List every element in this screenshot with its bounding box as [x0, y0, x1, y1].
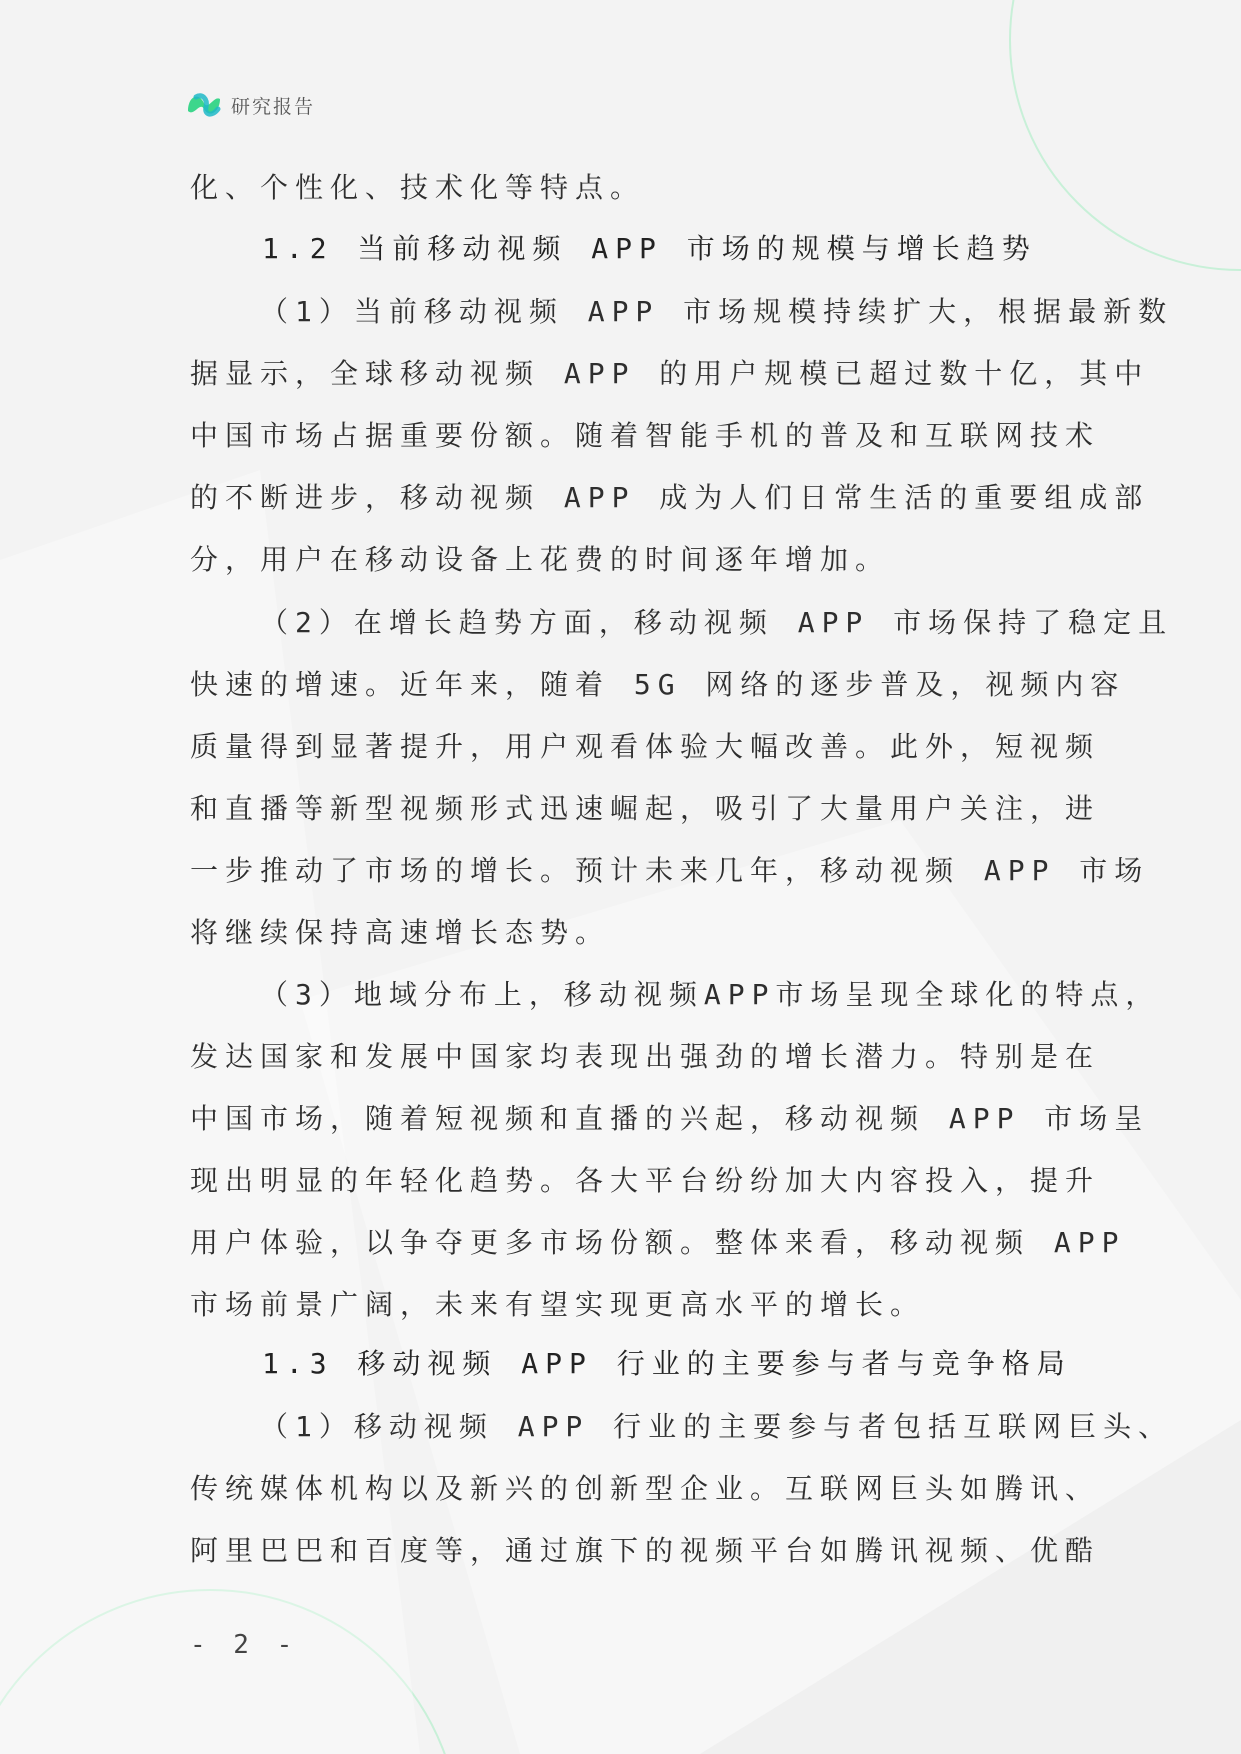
header-brand: [186, 88, 315, 122]
text-line: 和直播等新型视频形式迅速崛起，吸引了大量用户关注，进: [190, 792, 1101, 825]
text-line: （1）当前移动视频 APP 市场规模持续扩大，根据最新数: [260, 295, 1174, 328]
text-line: （1）移动视频 APP 行业的主要参与者包括互联网巨头、: [260, 1410, 1174, 1443]
section-heading-1-3: [262, 1333, 1072, 1395]
paragraph-1-2-1: [190, 281, 1173, 591]
section-heading-1-2: [262, 218, 1037, 280]
text-line: （3）地域分布上，移动视频APP市场呈现全球化的特点，: [260, 978, 1161, 1011]
text-line: 的不断进步，移动视频 APP 成为人们日常生活的重要组成部: [190, 481, 1150, 514]
heading-text: 1.3 移动视频 APP 行业的主要参与者与竞争格局: [262, 1347, 1072, 1380]
text-line: 分，用户在移动设备上花费的时间逐年增加。: [190, 543, 891, 576]
text-line: 据显示，全球移动视频 APP 的用户规模已超过数十亿，其中: [190, 357, 1150, 390]
text-line: 快速的增速。近年来，随着 5G 网络的逐步普及，视频内容: [190, 668, 1126, 701]
text-line: 中国市场占据重要份额。随着智能手机的普及和互联网技术: [190, 419, 1101, 452]
paragraph-1-2-3: [190, 964, 1160, 1336]
paragraph-1-2-2: [190, 592, 1173, 964]
brand-logo-icon: [186, 89, 222, 121]
text-line: 现出明显的年轻化趋势。各大平台纷纷加大内容投入，提升: [190, 1164, 1101, 1197]
text-line: （2）在增长趋势方面，移动视频 APP 市场保持了稳定且: [260, 606, 1174, 639]
text-line: 质量得到显著提升，用户观看体验大幅改善。此外，短视频: [190, 730, 1101, 763]
text-line: 发达国家和发展中国家均表现出强劲的增长潜力。特别是在: [190, 1040, 1101, 1073]
continuation-line: [190, 157, 645, 219]
text-line: 传统媒体机构以及新兴的创新型企业。互联网巨头如腾讯、: [190, 1472, 1101, 1505]
text-line: 阿里巴巴和百度等，通过旗下的视频平台如腾讯视频、优酷: [190, 1534, 1101, 1567]
text-line: 一步推动了市场的增长。预计未来几年，移动视频 APP 市场: [190, 854, 1150, 887]
text-line: 市场前景广阔，未来有望实现更高水平的增长。: [190, 1288, 926, 1321]
paragraph-1-3-1: [190, 1396, 1173, 1582]
text-line: 用户体验，以争夺更多市场份额。整体来看，移动视频 APP: [190, 1226, 1126, 1259]
page-number: - 2 -: [190, 1630, 299, 1660]
header-label: 研究报告: [231, 95, 316, 118]
heading-text: 1.2 当前移动视频 APP 市场的规模与增长趋势: [262, 232, 1037, 265]
text-line: 化、个性化、技术化等特点。: [190, 171, 646, 204]
text-line: 中国市场，随着短视频和直播的兴起，移动视频 APP 市场呈: [190, 1102, 1150, 1135]
text-line: 将继续保持高速增长态势。: [190, 916, 611, 949]
